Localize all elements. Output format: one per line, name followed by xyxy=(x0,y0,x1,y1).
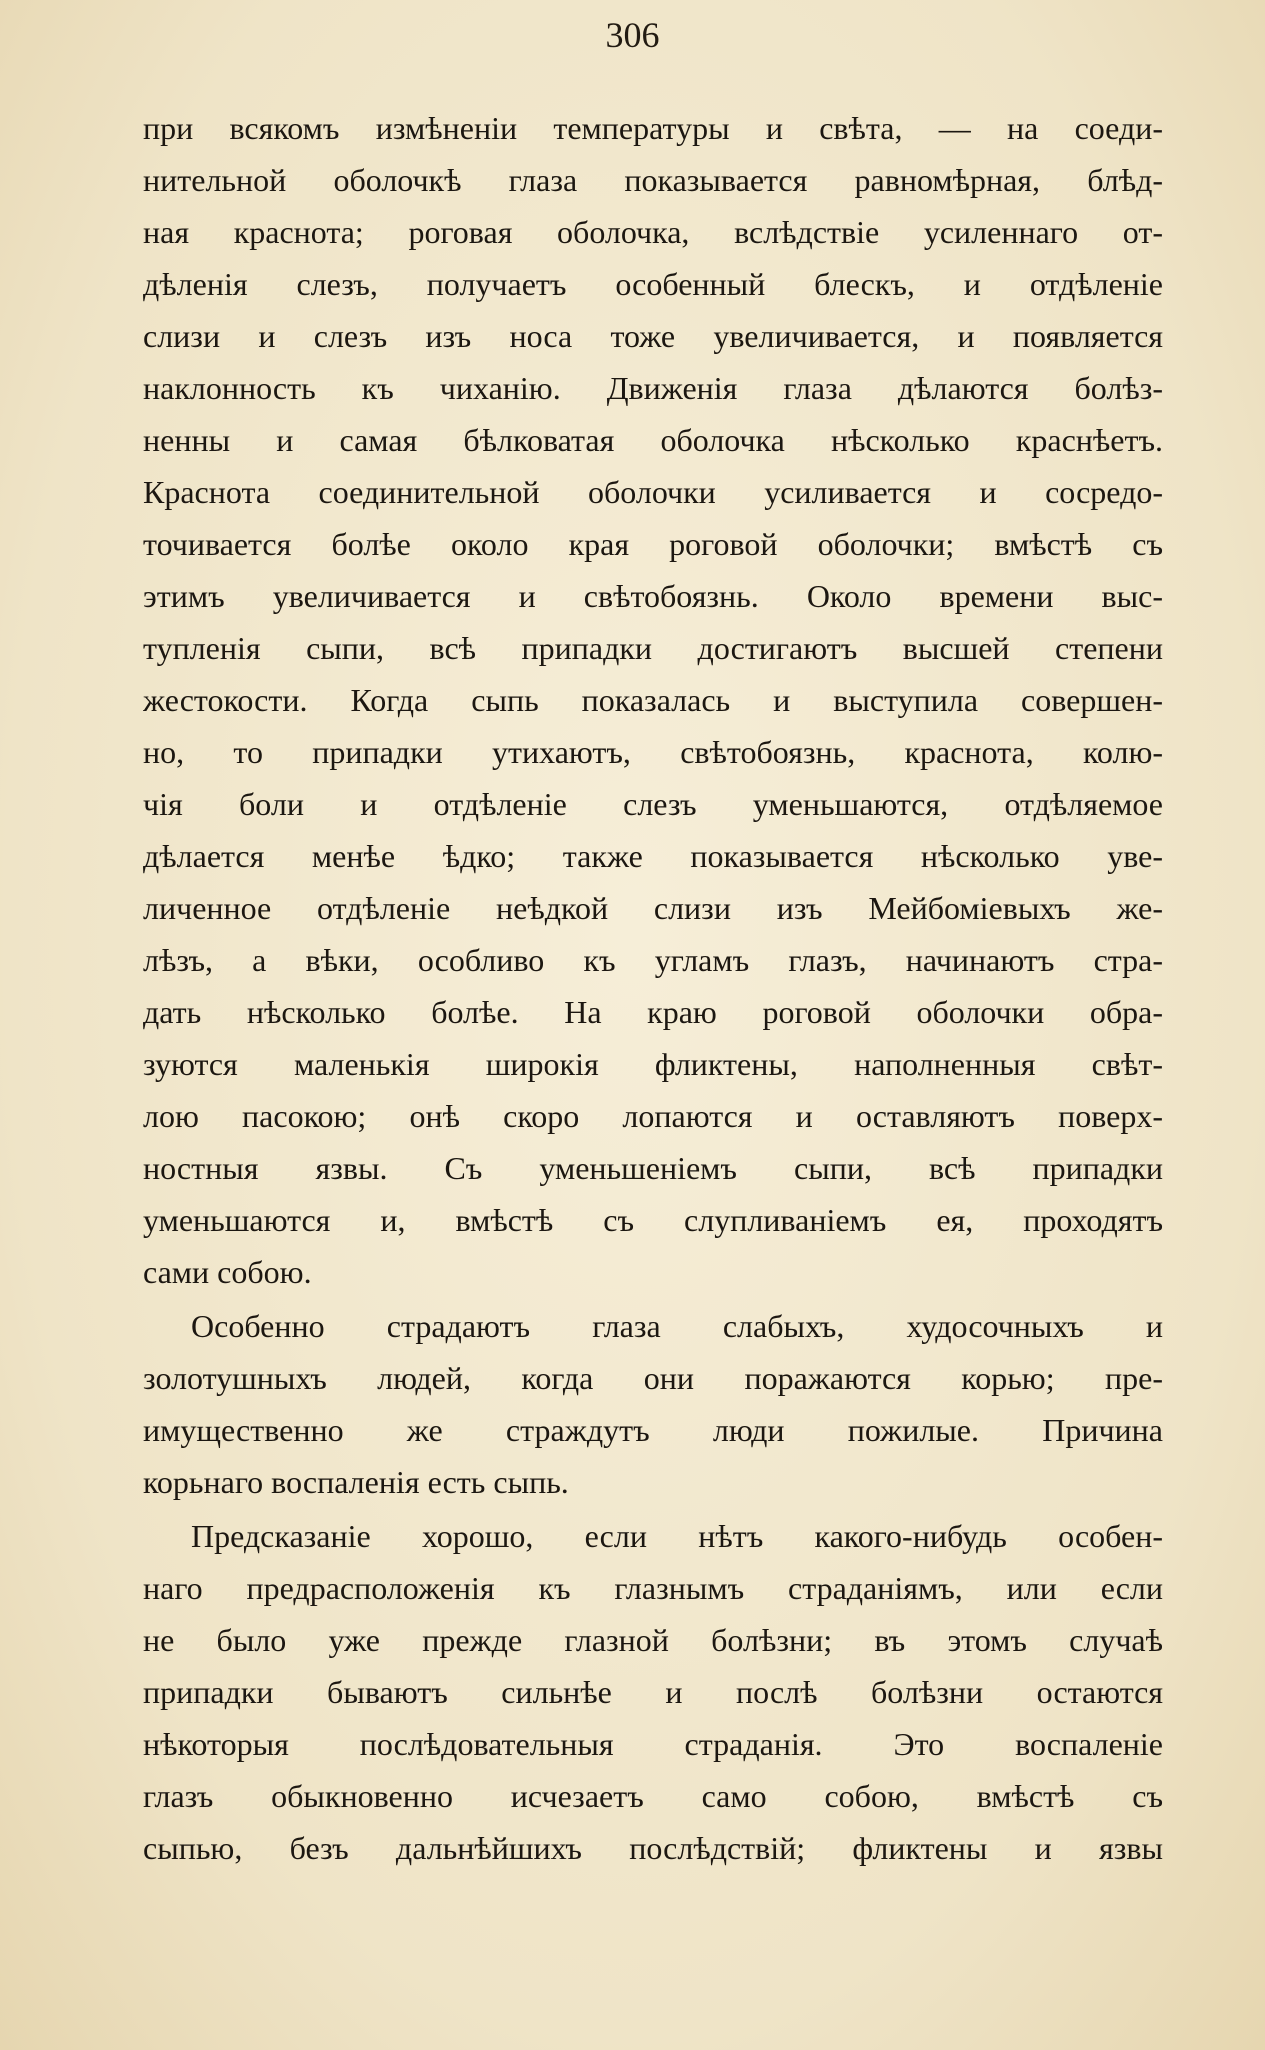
text-line: нѣкоторыя послѣдовательныя страданія. Это воспаленіе xyxy=(143,1726,1163,1762)
text-line: дѣленія слезъ, получаетъ особенный блескъ, и отдѣленіе xyxy=(143,266,1163,302)
text-line: уменьшаются и, вмѣстѣ съ слупливаніемъ ея, проходятъ xyxy=(143,1202,1163,1238)
text-line: не было уже прежде глазной болѣзни; въ этомъ случаѣ xyxy=(143,1622,1163,1658)
text-line: имущественно же страждутъ люди пожилые. Причина xyxy=(143,1412,1163,1448)
text-line: сами собою. xyxy=(143,1254,312,1290)
text-line: жестокости. Когда сыпь показалась и выступила совершен- xyxy=(143,682,1163,718)
text-line: зуются маленькія широкія фликтены, наполненныя свѣт- xyxy=(143,1046,1163,1082)
text-line: лою пасокою; онѣ скоро лопаются и оставляютъ поверх- xyxy=(143,1098,1163,1134)
text-line: корьнаго воспаленія есть сыпь. xyxy=(143,1464,569,1500)
body-text xyxy=(143,102,1163,1874)
text-line: Особенно страдаютъ глаза слабыхъ, худосочныхъ и xyxy=(191,1308,1163,1344)
text-line: тупленія сыпи, всѣ припадки достигаютъ высшей степени xyxy=(143,630,1163,666)
text-line: но, то припадки утихаютъ, свѣтобоязнь, краснота, колю- xyxy=(143,734,1163,770)
text-line: наклонность къ чиханію. Движенія глаза дѣлаются болѣз- xyxy=(143,370,1163,406)
text-line: личенное отдѣленіе неѣдкой слизи изъ Мейбоміевыхъ же- xyxy=(143,890,1163,926)
text-line: слизи и слезъ изъ носа тоже увеличивается, и появляется xyxy=(143,318,1163,354)
text-line: наго предрасположенія къ глазнымъ страданіямъ, или если xyxy=(143,1570,1163,1606)
text-line: золотушныхъ людей, когда они поражаются корью; пре- xyxy=(143,1360,1163,1396)
text-line: этимъ увеличивается и свѣтобоязнь. Около времени выс- xyxy=(143,578,1163,614)
text-line: ностныя язвы. Съ уменьшеніемъ сыпи, всѣ припадки xyxy=(143,1150,1163,1186)
text-line: лѣзъ, а вѣки, особливо къ угламъ глазъ, начинаютъ стра- xyxy=(143,942,1163,978)
text-line: ная краснота; роговая оболочка, вслѣдствіе усиленнаго от- xyxy=(143,214,1163,250)
text-line: сыпью, безъ дальнѣйшихъ послѣдствій; фликтены и язвы xyxy=(143,1830,1163,1866)
text-line: дѣлается менѣе ѣдко; также показывается нѣсколько уве- xyxy=(143,838,1163,874)
text-line: чія боли и отдѣленіе слезъ уменьшаются, отдѣляемое xyxy=(143,786,1163,822)
text-line: припадки бываютъ сильнѣе и послѣ болѣзни остаются xyxy=(143,1674,1163,1710)
paragraph-3 xyxy=(143,1510,1163,1874)
text-line: глазъ обыкновенно исчезаетъ само собою, вмѣстѣ съ xyxy=(143,1778,1163,1814)
text-line: при всякомъ измѣненіи температуры и свѣта, — на соеди- xyxy=(143,110,1163,146)
paragraph-1 xyxy=(143,102,1163,1298)
text-line: ненны и самая бѣлковатая оболочка нѣсколько краснѣетъ. xyxy=(143,422,1163,458)
text-line: Краснота соединительной оболочки усиливается и сосредо- xyxy=(143,474,1163,510)
page-number: 306 xyxy=(605,15,660,55)
text-line: дать нѣсколько болѣе. На краю роговой оболочки обра- xyxy=(143,994,1163,1030)
text-line: точивается болѣе около края роговой оболочки; вмѣстѣ съ xyxy=(143,526,1163,562)
paragraph-2 xyxy=(143,1300,1163,1508)
text-line: Предсказаніе хорошо, если нѣтъ какого-нибудь особен- xyxy=(191,1518,1163,1554)
text-line: нительной оболочкѣ глаза показывается равномѣрная, блѣд- xyxy=(143,162,1163,198)
